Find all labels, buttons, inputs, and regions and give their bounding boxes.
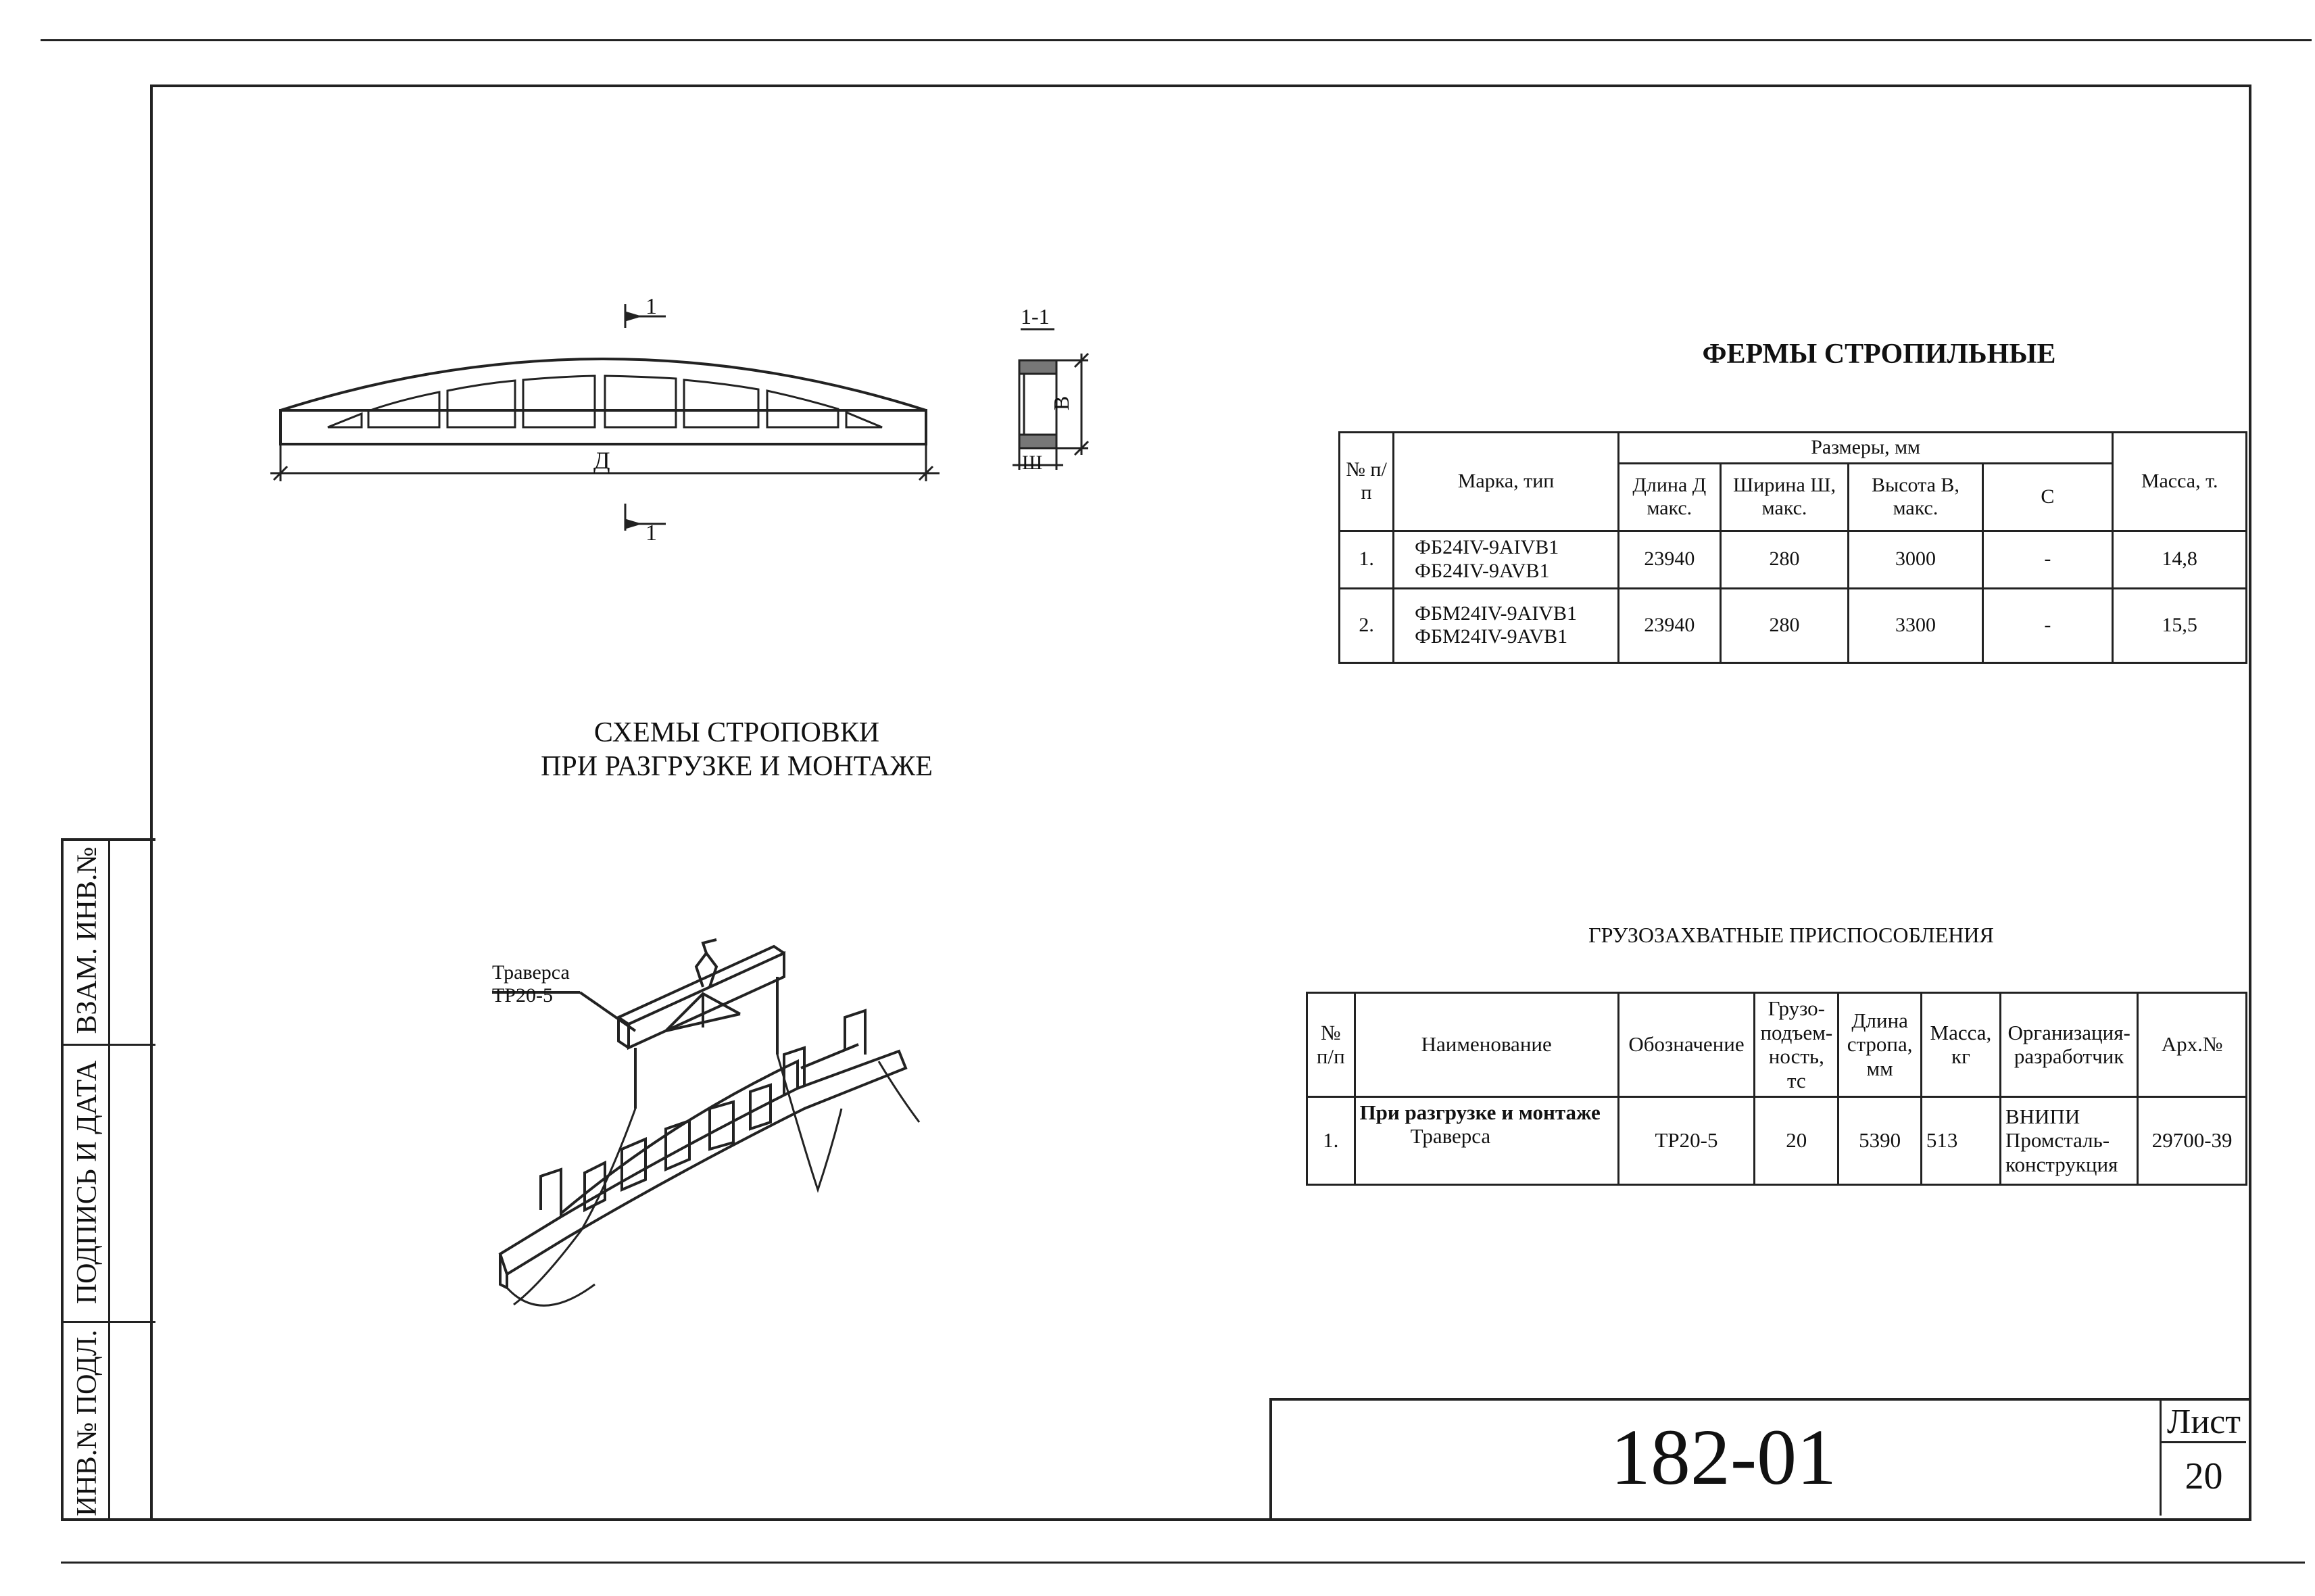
th-height: Высота В, макс. xyxy=(1849,463,1982,531)
table-row xyxy=(1340,588,2247,662)
org-line: ВНИПИ xyxy=(2005,1104,2080,1128)
mark-line: ФБ24IV-9AVB1 xyxy=(1415,559,1550,582)
sling-scheme-title-line1: СХЕМЫ СТРОПОВКИ xyxy=(593,717,880,748)
cell-height: 3300 xyxy=(1849,588,1982,662)
cell-archive: 29700-39 xyxy=(2138,1096,2247,1184)
th-archive: Арх.№ xyxy=(2138,993,2247,1097)
sheet-label: Лист xyxy=(2167,1403,2241,1441)
cell-mass: 513 xyxy=(1921,1096,2000,1184)
th-length: Длина Д макс. xyxy=(1618,463,1720,531)
cut-mark-top: 1 xyxy=(645,294,657,319)
cell-height: 3000 xyxy=(1849,531,1982,588)
sling-scheme xyxy=(492,940,919,1305)
truss-length-label: Д xyxy=(593,447,610,474)
trusses-table xyxy=(1338,431,2247,664)
cell-org xyxy=(2001,1096,2138,1184)
section-width-label: Ш xyxy=(1022,452,1043,474)
mark-line: ФБМ24IV-9AVB1 xyxy=(1415,625,1568,648)
cell-no: 1. xyxy=(1340,531,1394,588)
cell-mass: 15,5 xyxy=(2113,588,2247,662)
truss-elevation xyxy=(281,359,926,444)
mark-line: ФБ24IV-9AIVB1 xyxy=(1415,536,1559,558)
th-mark: Марка, тип xyxy=(1394,433,1619,531)
devices-title: ГРУЗОЗАХВАТНЫЕ ПРИСПОСОБЛЕНИЯ xyxy=(1588,923,1994,947)
cell-width: 280 xyxy=(1720,531,1849,588)
th-capacity: Грузо- подъем- ность, тс xyxy=(1755,993,1838,1097)
cell-c: - xyxy=(1982,531,2113,588)
th-mass: Масса, т. xyxy=(2113,433,2247,531)
cell-no: 2. xyxy=(1340,588,1394,662)
th-sling-length: Длина стропа, мм xyxy=(1838,993,1921,1097)
th-mass: Масса, кг xyxy=(1921,993,2000,1097)
th-org: Организация- разработчик xyxy=(2001,993,2138,1097)
cell-capacity: 20 xyxy=(1755,1096,1838,1184)
cell-sling-length: 5390 xyxy=(1838,1096,1921,1184)
th-no: № п/п xyxy=(1307,993,1355,1097)
cell-width: 280 xyxy=(1720,588,1849,662)
th-c: С xyxy=(1982,463,2113,531)
th-code: Обозначение xyxy=(1618,993,1754,1097)
cell-c: - xyxy=(1982,588,2113,662)
cell-mass: 14,8 xyxy=(2113,531,2247,588)
device-name: Траверса xyxy=(1410,1124,1491,1148)
cell-mark xyxy=(1394,588,1619,662)
th-no: № п/п xyxy=(1340,433,1394,531)
side-stamp-podpis: ПОДПИСЬ И ДАТА xyxy=(72,1060,103,1305)
table-row xyxy=(1307,1096,2247,1184)
cell-name xyxy=(1355,1096,1618,1184)
th-name: Наименование xyxy=(1355,993,1618,1097)
cell-length: 23940 xyxy=(1618,531,1720,588)
cell-length: 23940 xyxy=(1618,588,1720,662)
section-height-label: В xyxy=(1049,395,1074,411)
th-sizes: Размеры, мм xyxy=(1618,433,2112,464)
devices-table xyxy=(1306,992,2247,1186)
cell-no: 1. xyxy=(1307,1096,1355,1184)
side-stamp-inv: ИНВ.№ ПОДЛ. xyxy=(72,1330,103,1516)
cut-mark-bottom: 1 xyxy=(645,521,657,546)
cell-mark xyxy=(1394,531,1619,588)
sling-scheme-title-line2: ПРИ РАЗГРУЗКЕ И МОНТАЖЕ xyxy=(541,751,933,782)
cell-code: ТР20-5 xyxy=(1618,1096,1754,1184)
side-stamp-vzam: ВЗАМ. ИНВ.№ xyxy=(72,846,103,1034)
th-width: Ширина Ш, макс. xyxy=(1720,463,1849,531)
section-cut-marks xyxy=(625,304,666,531)
trusses-title: ФЕРМЫ СТРОПИЛЬНЫЕ xyxy=(1702,339,2056,370)
group-label: При разгрузке и монтаже xyxy=(1359,1100,1601,1124)
section-title: 1-1 xyxy=(1021,304,1050,329)
org-line: конструкция xyxy=(2005,1152,2118,1176)
sheet-number: 20 xyxy=(2185,1455,2223,1497)
document-code: 182-01 xyxy=(1610,1413,1837,1501)
traverse-code-label: ТР20-5 xyxy=(492,984,553,1007)
mark-line: ФБМ24IV-9AIVB1 xyxy=(1415,602,1577,625)
traverse-label: Траверса xyxy=(492,961,570,984)
table-row xyxy=(1340,531,2247,588)
org-line: Промсталь- xyxy=(2005,1128,2110,1153)
